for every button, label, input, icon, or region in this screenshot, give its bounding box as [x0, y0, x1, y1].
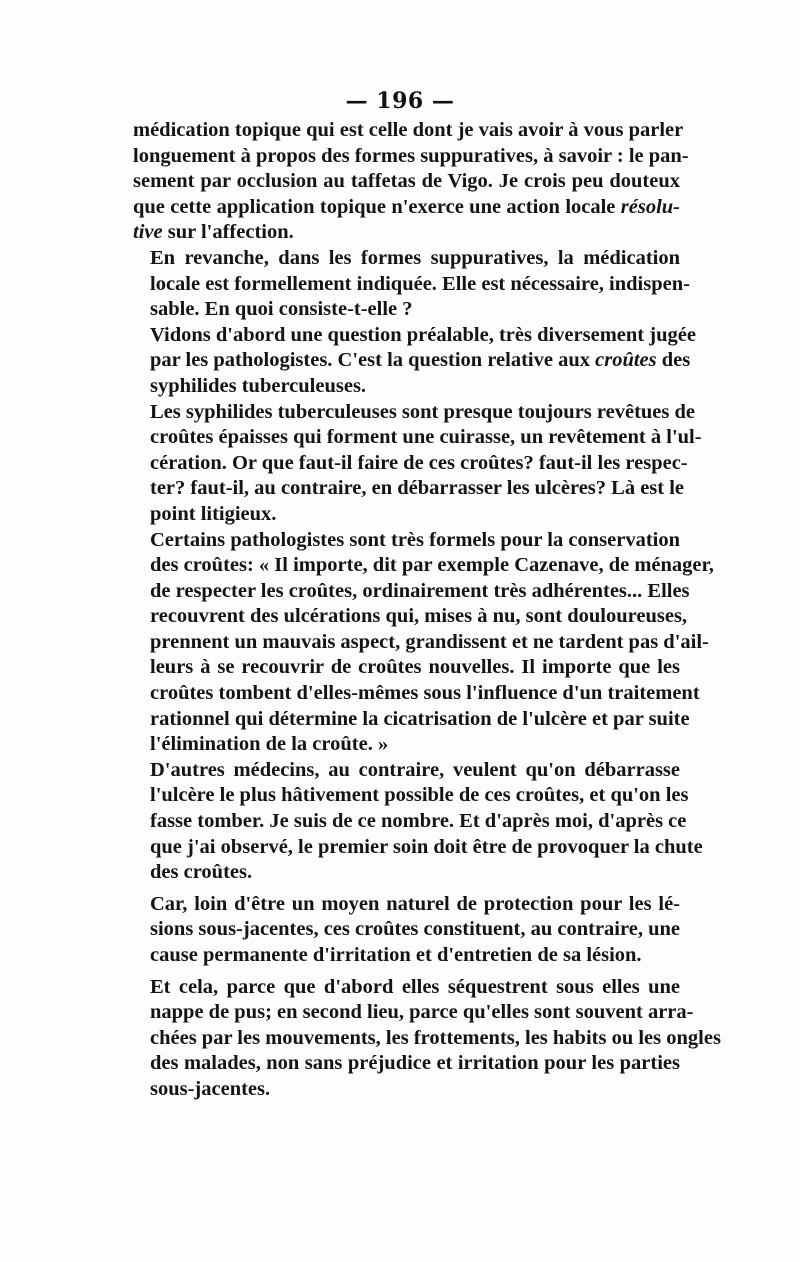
- text-line: l'ulcère le plus hâtivement possible de ces croûtes, et qu'on les: [150, 784, 689, 807]
- page-number: — 196 —: [345, 88, 455, 114]
- italic-word: tive: [133, 221, 163, 244]
- text-line: des croûtes.: [150, 861, 253, 884]
- paragraph-3: [133, 323, 696, 400]
- text-line: fasse tomber. Je suis de ce nombre. Et d'après moi, d'après ce: [150, 810, 687, 833]
- text-line: sions sous-jacentes, ces croûtes constituent, au contraire, une: [150, 918, 680, 941]
- text-fragment: que cette application topique n'exerce une action locale: [133, 195, 621, 218]
- text-line: point litigieux.: [150, 502, 277, 525]
- text-line: ter? faut-il, au contraire, en débarrasser les ulcères? Là est le: [150, 477, 685, 500]
- text-line: croûtes épaisses qui forment une cuirasse, un revêtement à l'ul-: [150, 426, 702, 449]
- text-line: Certains pathologistes sont très formels pour la conservation: [150, 528, 680, 551]
- paragraph-4: [133, 400, 702, 528]
- text-fragment: sur l'affection.: [162, 221, 294, 244]
- paragraph-6: [133, 758, 703, 886]
- text-line: Les syphilides tuberculeuses sont presque toujours revêtues de: [150, 400, 696, 423]
- text-line: cération. Or que faut-il faire de ces croûtes? faut-il les respec-: [150, 451, 688, 474]
- text-line: cause permanente d'irritation et d'entretien de sa lésion.: [150, 944, 642, 966]
- text-line: chées par les mouvements, les frottements, les habits ou les ongles: [150, 1026, 721, 1049]
- text-line: leurs à se recouvrir de croûtes nouvelles. Il importe que les: [150, 656, 680, 679]
- text-fragment: par les pathologistes. C'est la question relative aux: [150, 349, 596, 372]
- text-line: Vidons d'abord une question préalable, très diversement jugée: [150, 323, 696, 346]
- text-line: sous-jacentes.: [150, 1077, 271, 1100]
- paragraph-5: [133, 528, 714, 758]
- text-line: des croûtes: « Il importe, dit par exemple Cazenave, de ménager,: [150, 554, 714, 577]
- paragraph-7: [133, 892, 680, 969]
- text-line-with-italic: [133, 348, 691, 374]
- text-line: prennent un mauvais aspect, grandissent et ne tardent pas d'ail-: [150, 630, 709, 653]
- text-line: Et cela, parce que d'abord elles séquestrent sous elles une: [150, 975, 680, 998]
- text-line-with-italic: [133, 220, 680, 246]
- text-line: que j'ai observé, le premier soin doit être de provoquer la chute: [150, 835, 703, 858]
- text-line: nappe de pus; en second lieu, parce qu'elles sont souvent arra-: [150, 1001, 694, 1024]
- text-line: l'élimination de la croûte. »: [150, 733, 389, 756]
- italic-word: croûtes: [595, 349, 657, 372]
- text-line-with-italic: [133, 195, 680, 221]
- text-line: sement par occlusion au taffetas de Vigo. Je crois peu douteux: [133, 170, 680, 193]
- text-line: de respecter les croûtes, ordinairement très adhérentes... Elles: [150, 579, 690, 602]
- text-line: des malades, non sans préjudice et irritation pour les parties: [150, 1052, 680, 1075]
- text-line: médication topique qui est celle dont je vais avoir à vous parler: [133, 119, 684, 141]
- paragraph-2: [133, 246, 690, 323]
- text-line: longuement à propos des formes suppuratives, à savoir : le pan-: [133, 144, 689, 167]
- paragraph-8: [133, 975, 721, 1103]
- body-text: [133, 118, 721, 1103]
- text-line: recouvrent des ulcérations qui, mises à nu, sont douloureuses,: [150, 605, 688, 628]
- text-line: sable. En quoi consiste-t-elle ?: [150, 298, 413, 321]
- text-line: En revanche, dans les formes suppuratives, la médication: [150, 246, 680, 269]
- italic-word: résolu-: [620, 195, 680, 218]
- text-line: locale est formellement indiquée. Elle est nécessaire, indispen-: [150, 272, 690, 295]
- text-line: Car, loin d'être un moyen naturel de protection pour les lé-: [150, 892, 680, 915]
- text-line: croûtes tombent d'elles-mêmes sous l'influence d'un traitement: [150, 682, 700, 705]
- text-line: syphilides tuberculeuses.: [150, 374, 367, 397]
- paragraph-1: [133, 118, 689, 246]
- text-line: D'autres médecins, au contraire, veulent qu'on débarrasse: [150, 758, 680, 781]
- text-line: rationnel qui détermine la cicatrisation de l'ulcère et par suite: [150, 707, 690, 730]
- text-fragment: des: [656, 349, 691, 372]
